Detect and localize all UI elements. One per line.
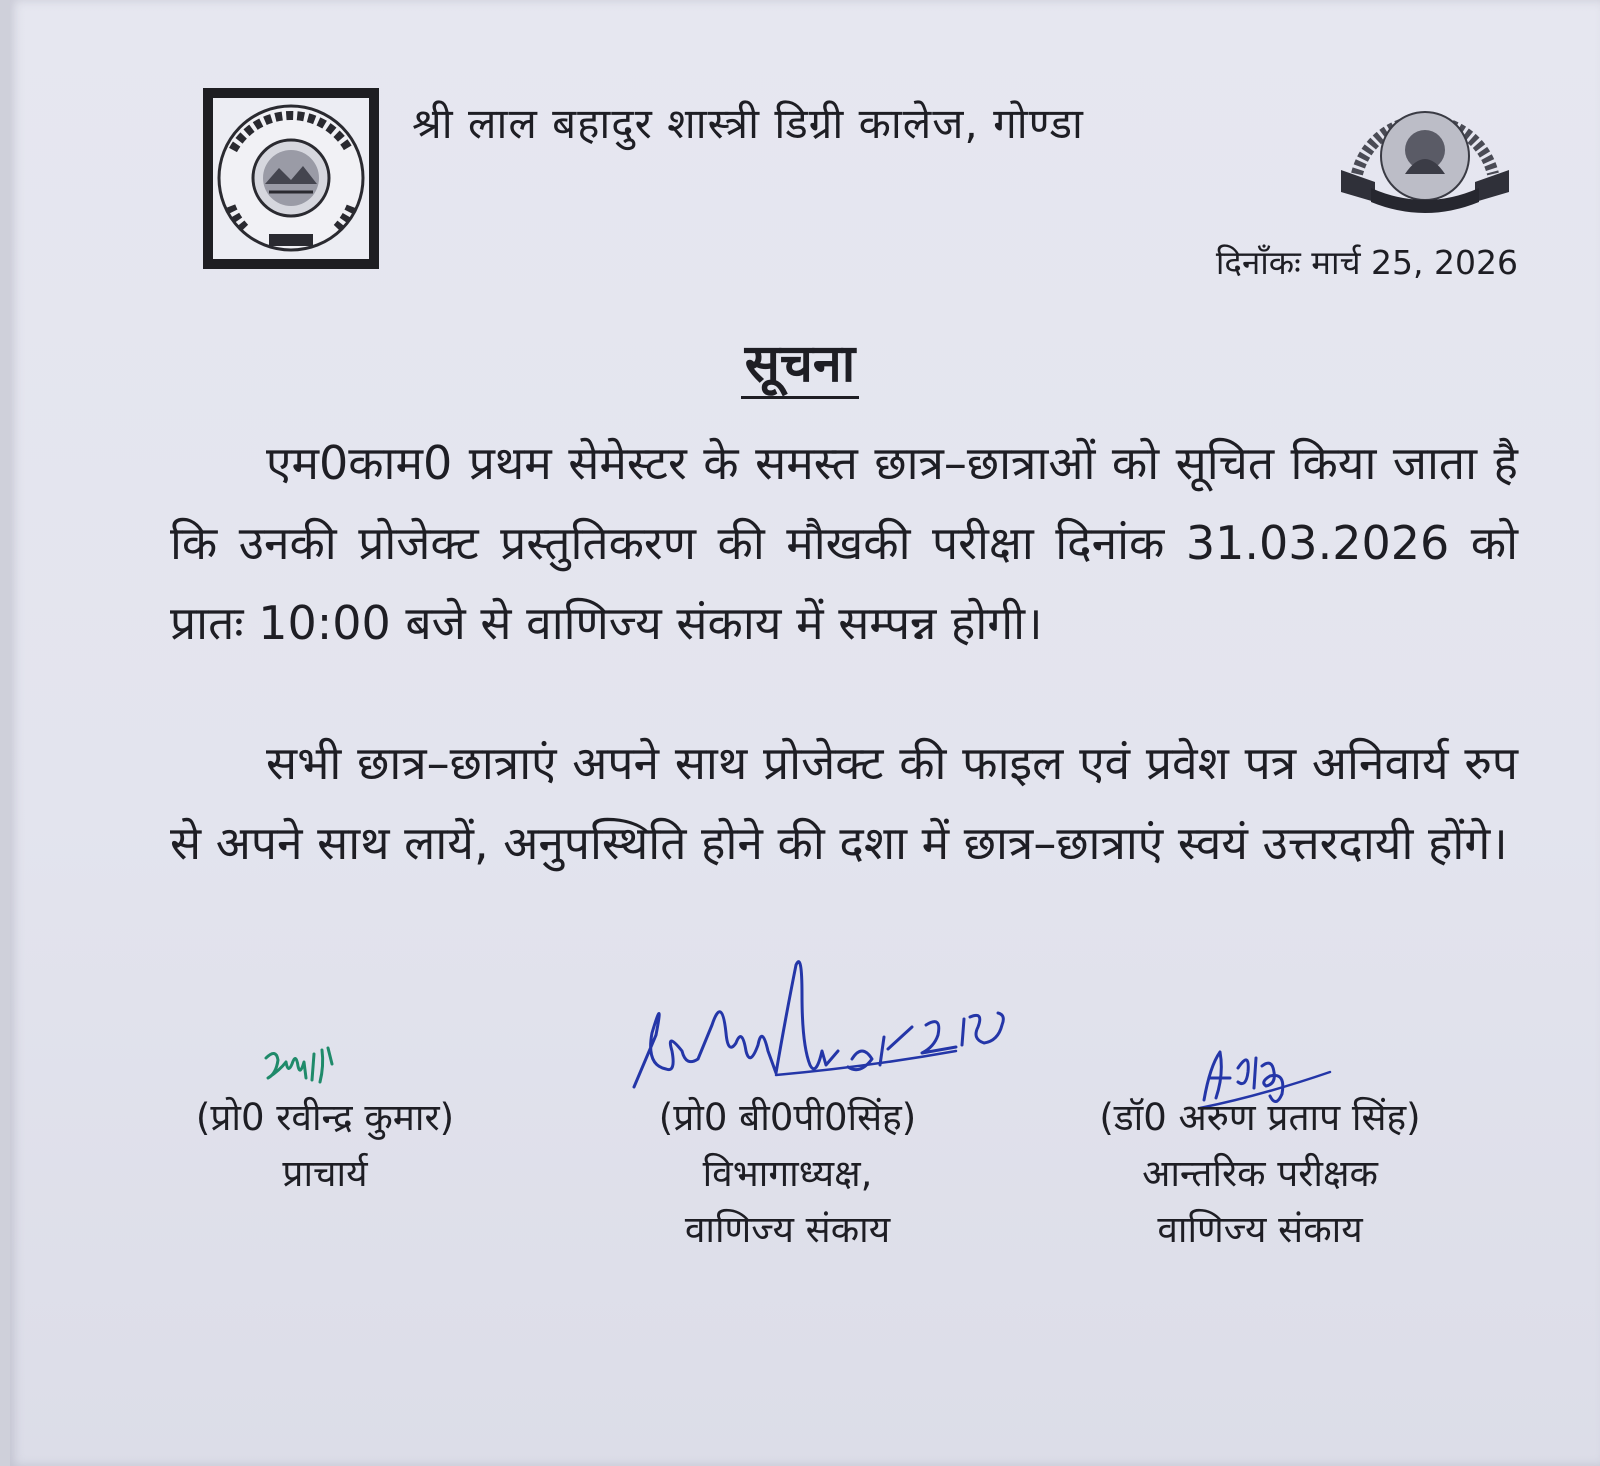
signatory-designation: विभागाध्यक्ष, (702, 1152, 873, 1195)
signatory-designation: प्राचार्य (282, 1152, 368, 1195)
signatory-principal (165, 1090, 485, 1202)
signatory-hod (600, 1090, 975, 1258)
signatory-department: वाणिज्य संकाय (1157, 1208, 1363, 1251)
college-seal-logo (203, 88, 379, 269)
signatory-designation: आन्तरिक परीक्षक (1142, 1152, 1378, 1195)
signatory-department: वाणिज्य संकाय (684, 1208, 891, 1251)
signatory-internal-examiner (1040, 1090, 1480, 1258)
college-name: श्री लाल बहादुर शास्त्री डिग्री कालेज, गोण्डा (412, 99, 1084, 148)
signatory-name: (प्रो0 रवीन्द्र कुमार) (195, 1096, 455, 1139)
notice-title-text: सूचना (741, 334, 860, 399)
signatory-name: (डॉ0 अरुण प्रताप सिंह) (1099, 1096, 1421, 1139)
signatory-name: (प्रो0 बी0पी0सिंह) (658, 1096, 917, 1139)
principal-signature (262, 1044, 352, 1094)
notice-paragraph-1: एम0काम0 प्रथम सेमेस्टर के समस्त छात्र–छात्राओं को सूचित किया जाता है कि उनकी प्रोजेक्ट प्रस्तुतिकरण की मौखकी परीक्षा दिनांक 31.03.2026 को प्रातः 10:00 बजे से वाणिज्य संकाय में सम्पन्न होगी। (170, 436, 1518, 650)
hod-signature (626, 955, 1026, 1105)
paper-edge (0, 0, 10, 1466)
notice-paragraph-2: सभी छात्र–छात्राएं अपने साथ प्रोजेक्ट की फाइल एवं प्रवेश पत्र अनिवार्य रुप से अपने साथ लायें, अनुपस्थिति होने की दशा में छात्र–छात्राएं स्वयं उत्तरदायी होंगे। (170, 736, 1518, 870)
notice-date: दिनाँकः मार्च 25, 2026 (1215, 243, 1518, 282)
notice-title (0, 326, 1600, 397)
university-emblem-logo (1335, 78, 1515, 220)
